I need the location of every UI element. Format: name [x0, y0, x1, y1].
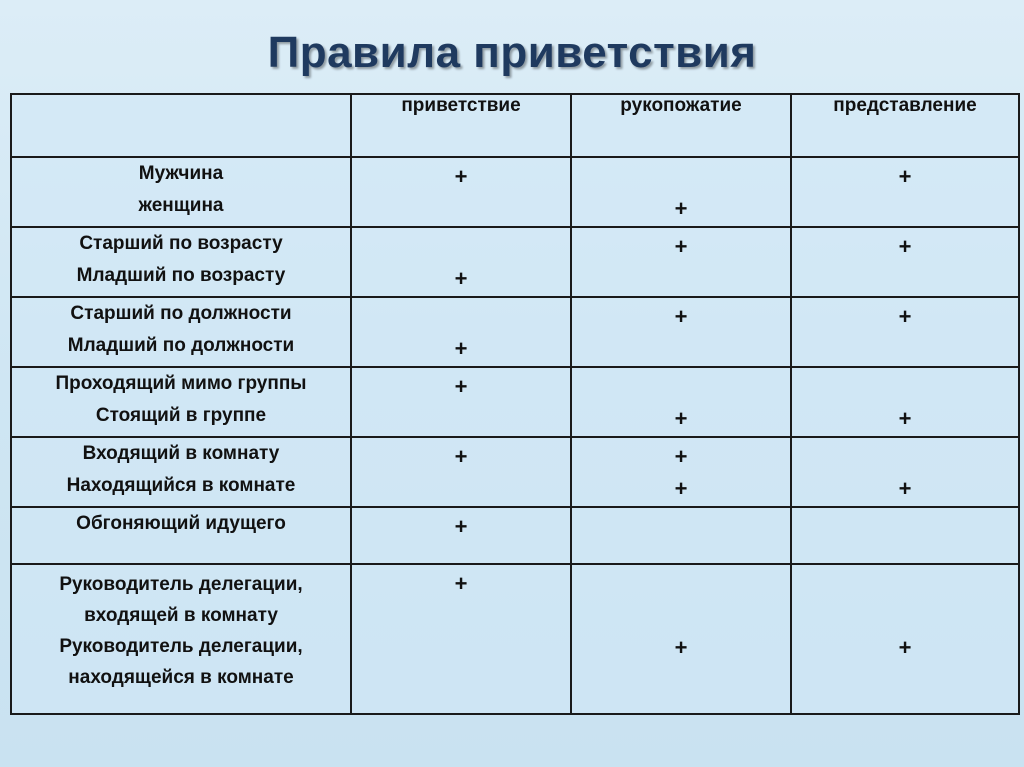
row-label-line: женщина	[138, 195, 224, 216]
mark-top: +	[674, 444, 688, 469]
row-label-cell	[11, 157, 351, 227]
table-header-row	[11, 94, 1019, 157]
greeting-cell	[351, 157, 571, 227]
row-label-cell	[11, 437, 351, 507]
table-row	[11, 227, 1019, 297]
row-label-line: Старший по возрасту	[79, 233, 283, 254]
greeting-cell	[351, 507, 571, 564]
mark-top: +	[454, 514, 468, 539]
introduction-cell	[791, 367, 1019, 437]
introduction-cell	[791, 297, 1019, 367]
row-label-line: Стоящий в группе	[95, 405, 267, 426]
mark-bottom: +	[898, 406, 912, 431]
row-label-line: Руководитель делегации,	[59, 574, 303, 595]
mark-top: +	[898, 304, 912, 329]
mark-bottom: +	[674, 635, 688, 660]
slide-title: Правила приветствия	[267, 28, 757, 77]
mark-bottom: +	[674, 406, 688, 431]
row-label-line: Старший по должности	[70, 303, 292, 324]
table-row	[11, 297, 1019, 367]
mark-bottom: +	[898, 635, 912, 660]
table-row	[11, 157, 1019, 227]
mark-top: +	[454, 164, 468, 189]
table-row	[11, 507, 1019, 564]
handshake-cell	[571, 437, 791, 507]
table-row	[11, 437, 1019, 507]
row-label-cell	[11, 564, 351, 714]
row-label-line: Руководитель делегации,	[59, 636, 303, 657]
introduction-cell	[791, 564, 1019, 714]
greeting-cell	[351, 564, 571, 714]
introduction-cell	[791, 507, 1019, 564]
handshake-cell	[571, 507, 791, 564]
mark-top: +	[674, 304, 688, 329]
column-header-handshake: рукопожатие	[571, 94, 791, 157]
mark-top: +	[454, 374, 468, 399]
mark-top: +	[898, 164, 912, 189]
row-label-line: Мужчина	[138, 163, 224, 184]
row-label-line: входящей в комнату	[84, 605, 278, 626]
handshake-cell	[571, 564, 791, 714]
row-label-cell	[11, 367, 351, 437]
greeting-rules-table	[10, 93, 1020, 715]
handshake-cell	[571, 297, 791, 367]
mark-top: +	[674, 234, 688, 259]
introduction-cell	[791, 437, 1019, 507]
row-label-line: Входящий в комнату	[82, 443, 280, 464]
mark-bottom: +	[454, 336, 468, 361]
table-row	[11, 367, 1019, 437]
introduction-cell	[791, 157, 1019, 227]
greeting-cell	[351, 437, 571, 507]
greeting-cell	[351, 367, 571, 437]
row-label-cell	[11, 297, 351, 367]
mark-bottom: +	[898, 476, 912, 501]
row-label-line: Младший по возрасту	[76, 265, 286, 286]
column-header-introduction: представление	[791, 94, 1019, 157]
row-label-line: находящейся в комнате	[68, 667, 294, 688]
mark-bottom: +	[674, 196, 688, 221]
mark-bottom: +	[674, 476, 688, 501]
mark-bottom: +	[454, 266, 468, 291]
mark-top: +	[898, 234, 912, 259]
greeting-cell	[351, 297, 571, 367]
row-label-cell	[11, 507, 351, 564]
handshake-cell	[571, 157, 791, 227]
row-label-line: Младший по должности	[67, 335, 295, 356]
corner-cell	[11, 94, 351, 157]
column-header-greeting: приветствие	[351, 94, 571, 157]
table-row	[11, 564, 1019, 714]
handshake-cell	[571, 367, 791, 437]
row-label-cell	[11, 227, 351, 297]
row-label-line: Находящийся в комнате	[66, 475, 296, 496]
greeting-cell	[351, 227, 571, 297]
row-label-line: Обгоняющий идущего	[76, 513, 286, 534]
mark-top: +	[454, 444, 468, 469]
mark-top: +	[454, 571, 468, 596]
handshake-cell	[571, 227, 791, 297]
introduction-cell	[791, 227, 1019, 297]
row-label-line: Проходящий мимо группы	[55, 373, 307, 394]
